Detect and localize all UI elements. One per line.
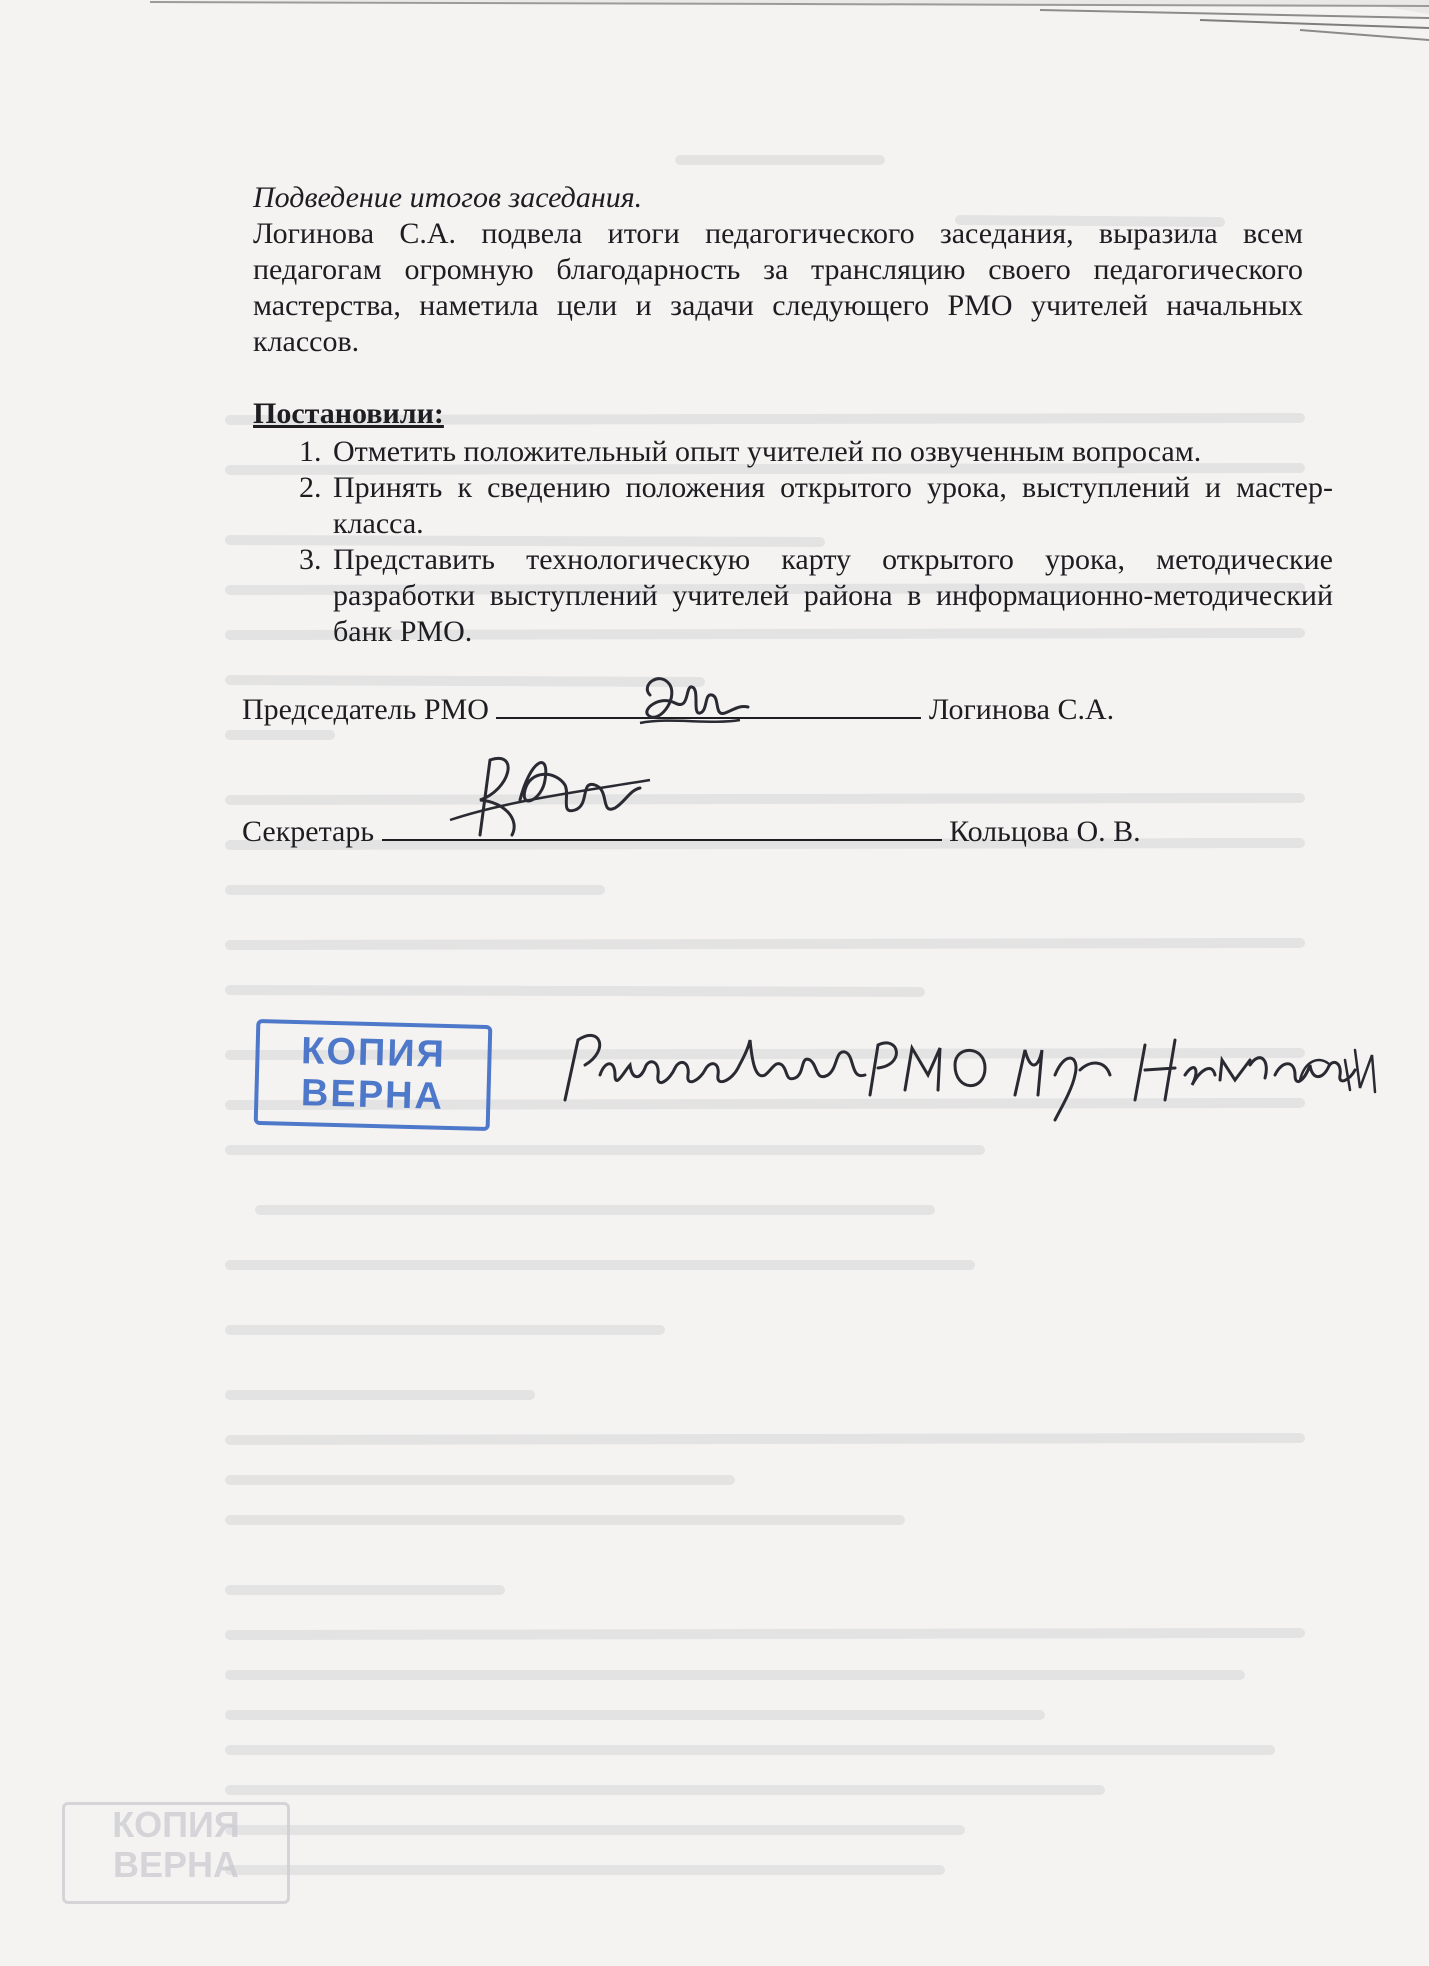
chair-signature (630, 665, 750, 735)
stamp-line-2: ВЕРНА (300, 1072, 445, 1118)
decision-item: 2. Принять к сведению положения открытого урока, выступлений и мастер-класса. (329, 470, 1333, 542)
decisions-list (253, 434, 1333, 650)
secretary-name: Кольцова О. В. (949, 815, 1141, 848)
handwritten-certification (560, 1020, 1380, 1130)
stamp-line-1: КОПИЯ (300, 1030, 447, 1076)
secretary-label: Секретарь (242, 815, 375, 848)
document-body (253, 180, 1333, 650)
ghost-stamp-line-1: КОПИЯ (112, 1804, 240, 1845)
resolved-heading: Постановили: (253, 397, 444, 430)
chair-name: Логинова С.А. (928, 693, 1115, 726)
secretary-signature (450, 740, 650, 845)
secretary-signature-row (242, 815, 1141, 849)
copy-certified-stamp (254, 1019, 493, 1131)
chair-label: Председатель РМО (242, 693, 489, 726)
summary-text: Логинова С.А. подвела итоги педагогического заседания, выразила всем педагогам огромную благодарность за трансляцию своего педагогического мастерства, наметила цели и задачи следующего РМО учителей начальных классов. (253, 217, 1303, 358)
bleed-through-stamp (62, 1802, 290, 1904)
summary-heading: Подведение итогов заседания. (253, 181, 643, 214)
decision-item: 3. Представить технологическую карту открытого урока, методические разработки выступлений учителей района в информационно-методический банк РМО. (329, 542, 1333, 650)
decision-item: 1. Отметить положительный опыт учителей по озвученным вопросам. (329, 434, 1333, 470)
ghost-stamp-line-2: ВЕРНА (112, 1844, 240, 1885)
